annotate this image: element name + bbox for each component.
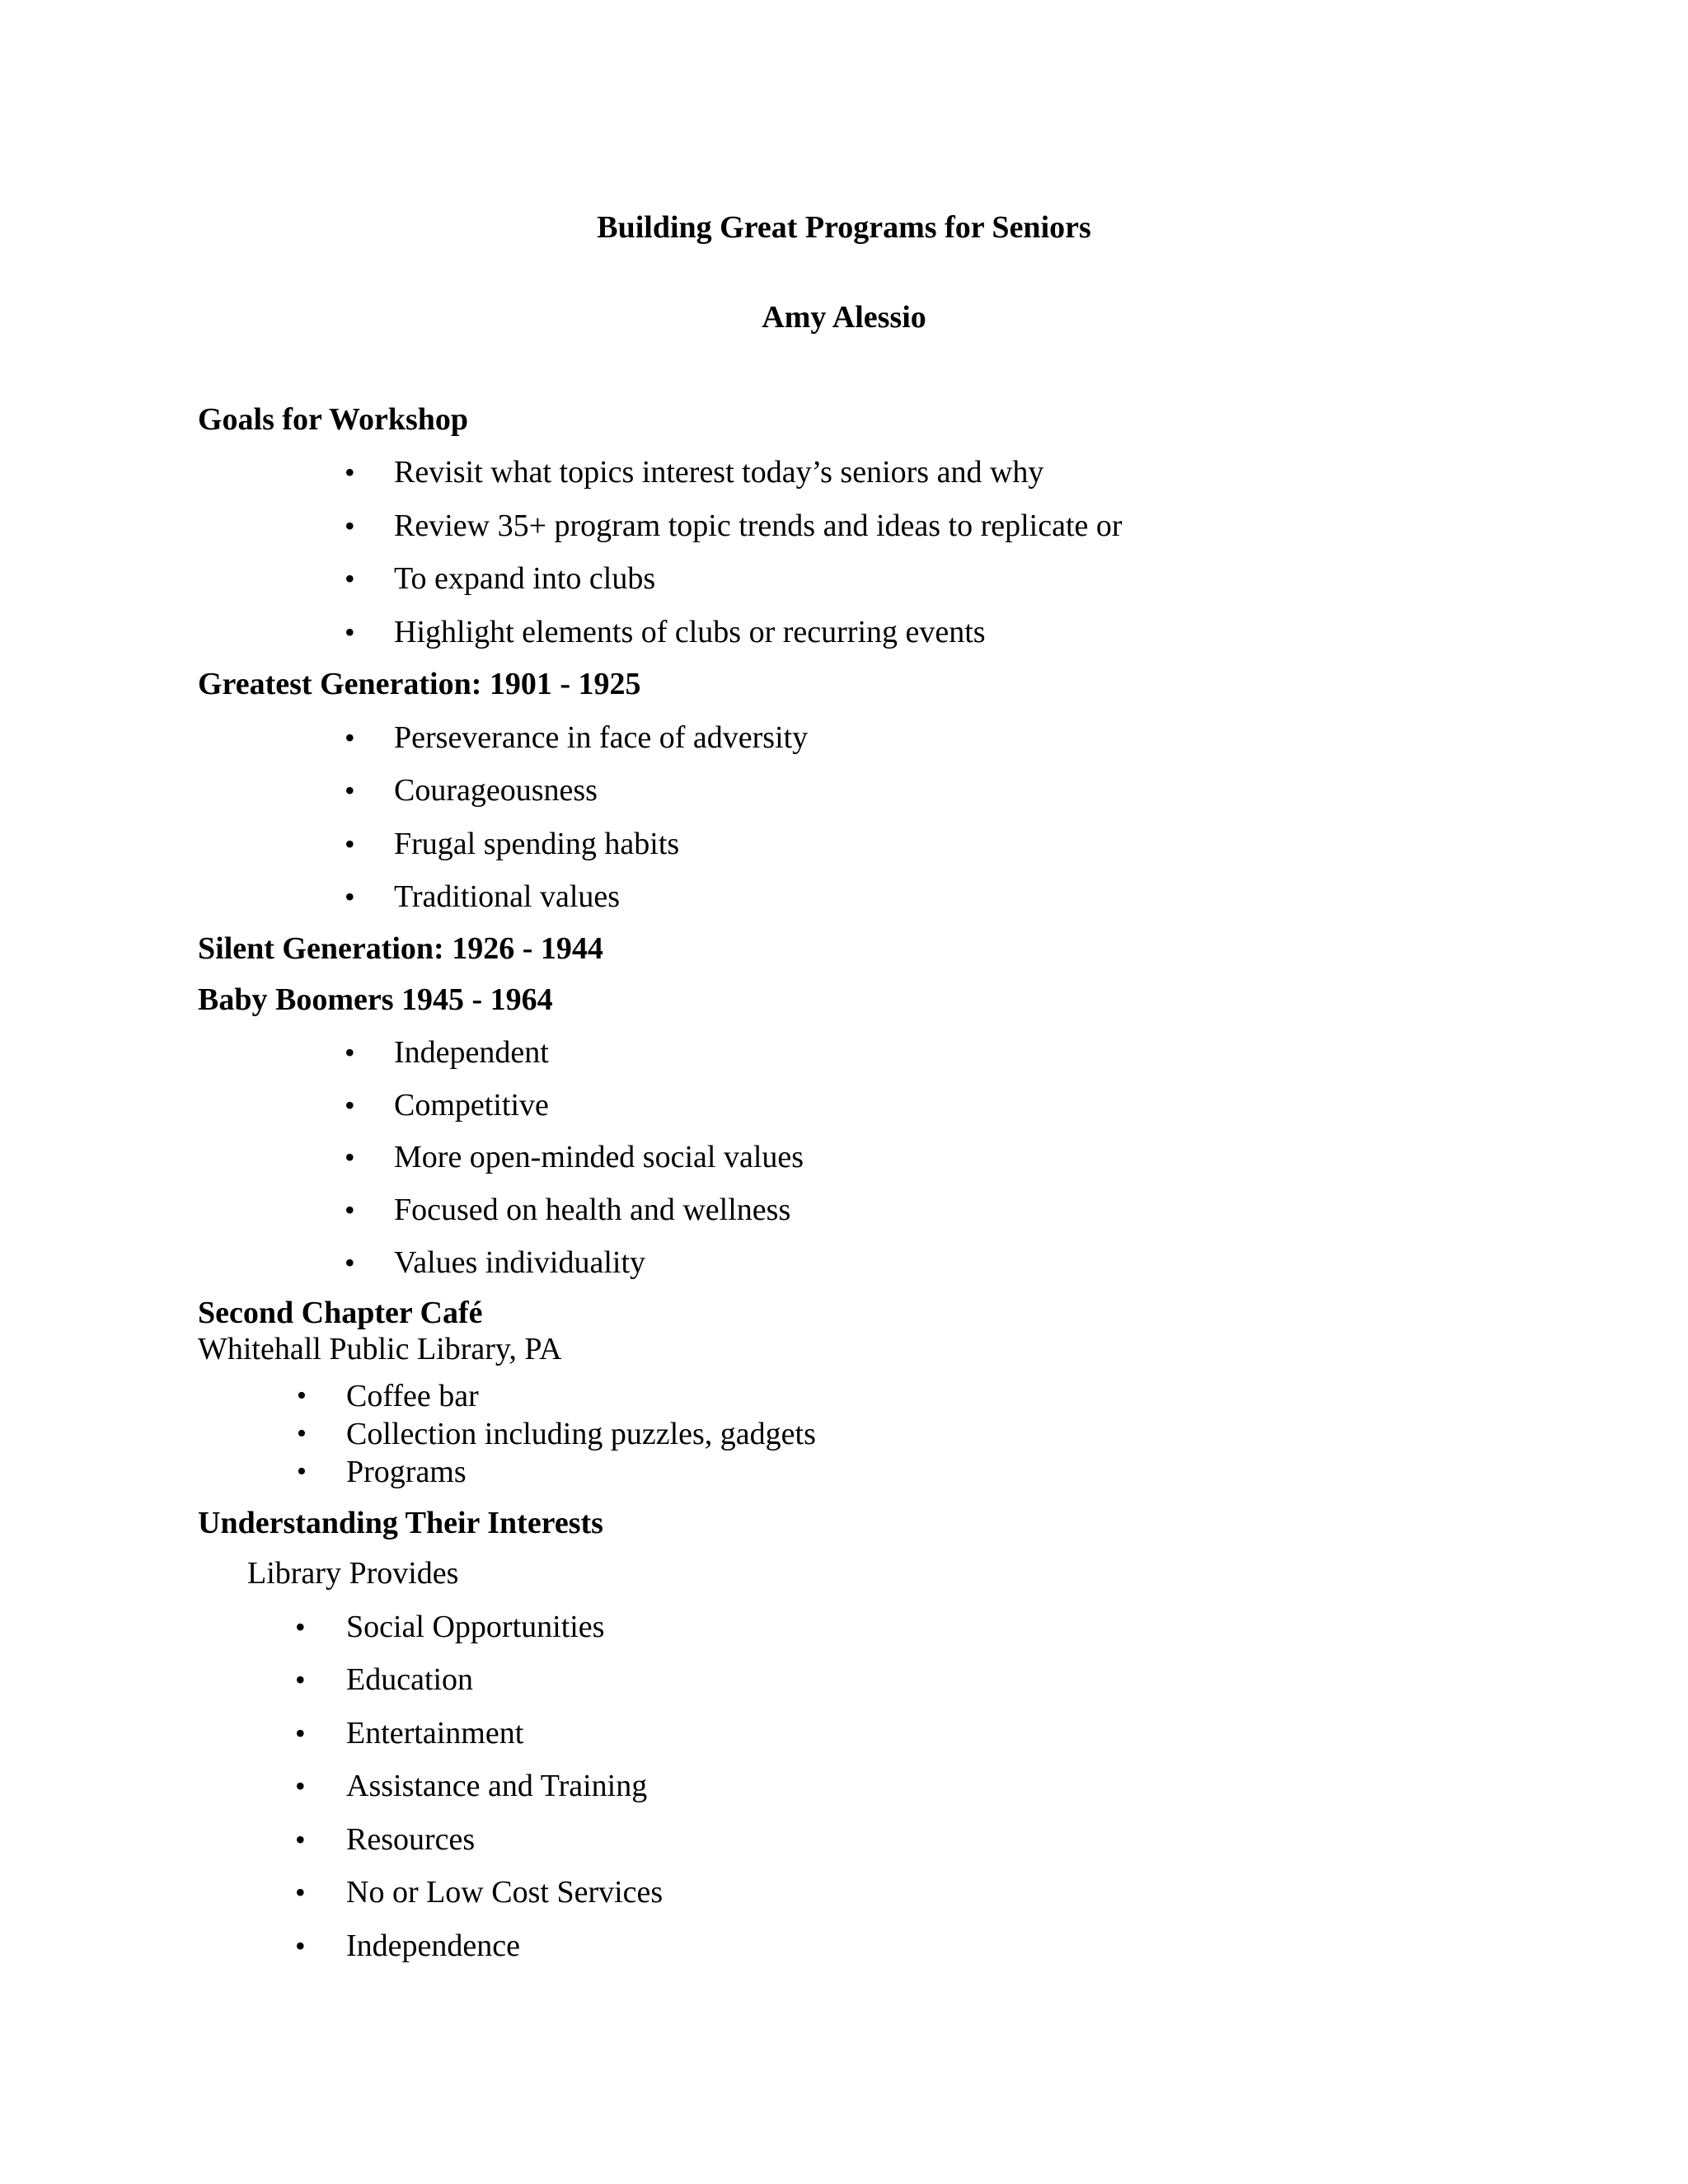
- section-heading-greatest-generation: Greatest Generation: 1901 - 1925: [198, 667, 641, 701]
- list-item: Courageousness: [394, 773, 598, 808]
- bullet-dot: •: [295, 1717, 306, 1750]
- list-item: Review 35+ program topic trends and ideas to replicate or: [394, 509, 1123, 543]
- document-author: Amy Alessio: [762, 300, 926, 335]
- list-item: Coffee bar: [346, 1379, 479, 1413]
- list-item: Focused on health and wellness: [394, 1193, 791, 1227]
- bullet-dot: •: [345, 1089, 355, 1122]
- list-item: Independence: [346, 1929, 520, 1963]
- list-item: Traditional values: [394, 879, 621, 914]
- list-item: Education: [346, 1662, 474, 1697]
- bullet-dot: •: [345, 1246, 355, 1279]
- list-item: Revisit what topics interest today’s seniors and why: [394, 455, 1044, 490]
- list-item: Resources: [346, 1822, 476, 1857]
- bullet-dot: •: [297, 1418, 307, 1449]
- bullet-dot: •: [345, 456, 355, 489]
- list-item: Social Opportunities: [346, 1610, 605, 1644]
- section-heading-goals: Goals for Workshop: [198, 402, 469, 437]
- list-item: No or Low Cost Services: [346, 1875, 663, 1910]
- bullet-dot: •: [345, 827, 355, 860]
- section-heading-second-chapter-cafe: Second Chapter Café: [198, 1296, 483, 1330]
- list-item: Assistance and Training: [346, 1769, 648, 1803]
- section-heading-understanding-interests: Understanding Their Interests: [198, 1506, 603, 1540]
- bullet-dot: •: [295, 1663, 306, 1696]
- list-item: Entertainment: [346, 1716, 524, 1750]
- list-item: Competitive: [394, 1088, 549, 1122]
- bullet-dot: •: [345, 562, 355, 595]
- bullet-dot: •: [345, 1193, 355, 1226]
- section-subtitle-library-provides: Library Provides: [247, 1556, 459, 1591]
- list-item: Highlight elements of clubs or recurring events: [394, 615, 986, 649]
- list-item: To expand into clubs: [394, 561, 656, 596]
- bullet-dot: •: [345, 1141, 355, 1174]
- section-heading-baby-boomers: Baby Boomers 1945 - 1964: [198, 982, 553, 1017]
- section-subtitle-library: Whitehall Public Library, PA: [198, 1332, 562, 1366]
- bullet-dot: •: [345, 616, 355, 649]
- list-item: Perseverance in face of adversity: [394, 720, 809, 755]
- bullet-dot: •: [345, 880, 355, 913]
- section-heading-silent-generation: Silent Generation: 1926 - 1944: [198, 931, 603, 966]
- bullet-dot: •: [297, 1380, 307, 1411]
- bullet-dot: •: [295, 1823, 306, 1856]
- bullet-dot: •: [345, 509, 355, 542]
- bullet-dot: •: [345, 721, 355, 754]
- bullet-dot: •: [295, 1929, 306, 1962]
- bullet-dot: •: [295, 1610, 306, 1643]
- list-item: Frugal spending habits: [394, 827, 680, 861]
- list-item: Collection including puzzles, gadgets: [346, 1417, 816, 1451]
- bullet-dot: •: [297, 1456, 307, 1487]
- list-item: Values individuality: [394, 1245, 646, 1280]
- list-item: Programs: [346, 1455, 467, 1489]
- bullet-dot: •: [295, 1769, 306, 1802]
- bullet-dot: •: [345, 1036, 355, 1069]
- bullet-dot: •: [345, 774, 355, 807]
- list-item: Independent: [394, 1035, 549, 1070]
- list-item: More open-minded social values: [394, 1140, 804, 1174]
- document-title: Building Great Programs for Seniors: [597, 210, 1091, 245]
- bullet-dot: •: [295, 1876, 306, 1909]
